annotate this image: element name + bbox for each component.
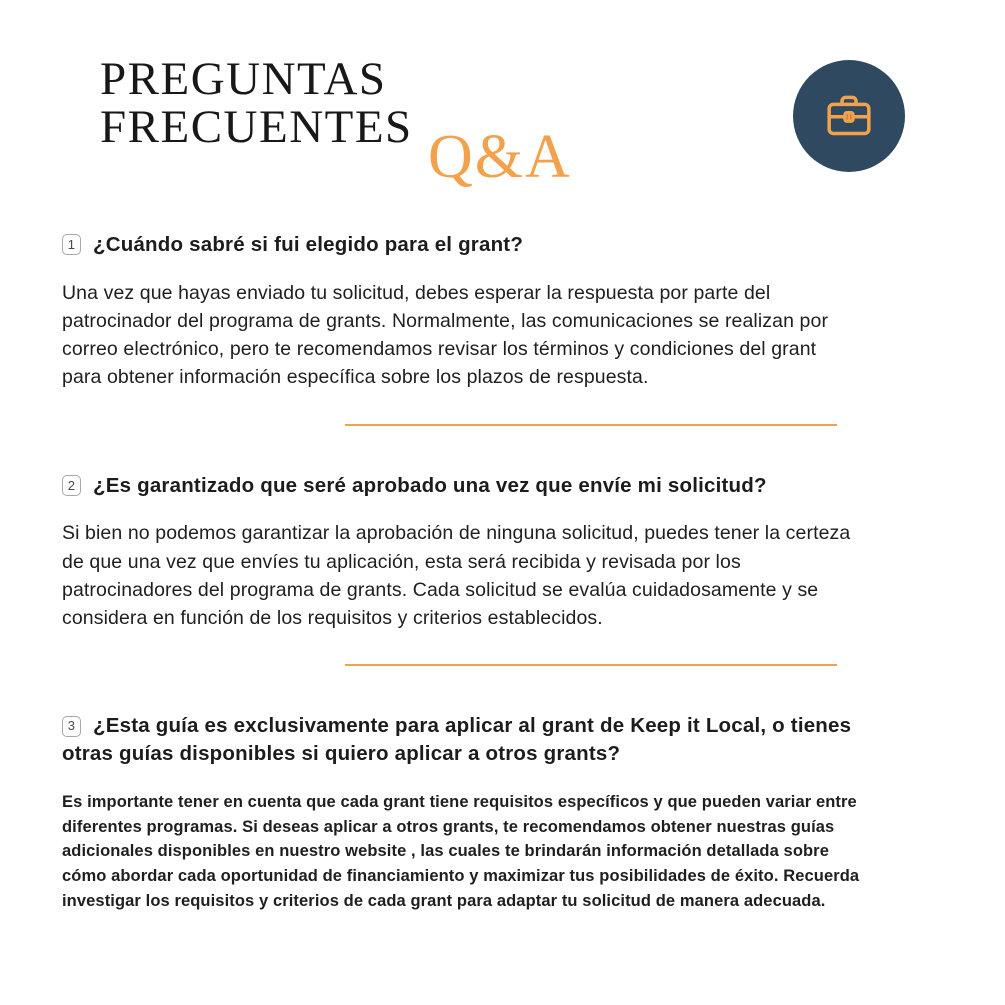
- faq-content: [62, 231, 862, 914]
- briefcase-icon: [821, 88, 877, 144]
- section-divider-2: [345, 664, 837, 666]
- qa-label: Q&A: [428, 123, 572, 191]
- question-number-2: 2: [62, 475, 81, 496]
- question-number-3: 3: [62, 716, 81, 737]
- faq-answer-3: Es importante tener en cuenta que cada grant tiene requisitos específicos y que pueden variar entre diferentes programas. Si deseas aplicar a otros grants, te recomendamos obtener nuestras guías adicionales disponibles en nuestro website , las cuales te brindarán información detallada sobre cómo abordar cada oportunidad de financiamiento y maximizar tus posibilidades de éxito. Recuerda investigar los requisitos y criterios de cada grant para adaptar tu solicitud de manera adecuada.: [62, 792, 860, 910]
- faq-answer-2: Si bien no podemos garantizar la aprobación de ninguna solicitud, puedes tener la certeza de que una vez que envíes tu aplicación, esta será recibida y revisada por los patrocinadores del programa de grants. Cada solicitud se evalúa cuidadosamente y se considera en función de los requisitos y criterios establecidos.: [62, 522, 851, 630]
- page-title-line1: PREGUNTAS: [100, 53, 387, 105]
- faq-question-2: [62, 472, 862, 500]
- faq-question-3: [62, 712, 862, 767]
- page-title: [100, 53, 413, 153]
- page-title-line2: FRECUENTES: [100, 100, 413, 153]
- question-text-2: ¿Es garantizado que seré aprobado una vez que envíe mi solicitud?: [93, 473, 767, 497]
- faq-answer-1: Una vez que hayas enviado tu solicitud, debes esperar la respuesta por parte del patrocinador del programa de grants. Normalmente, las comunicaciones se realizan por correo electrónico, pero te recomendamos revisar los términos y condiciones del grant para obtener información específica sobre los plazos de respuesta.: [62, 281, 829, 389]
- faq-question-1: [62, 231, 862, 259]
- question-text-1: ¿Cuándo sabré si fui elegido para el grant?: [93, 233, 524, 256]
- question-number-1: 1: [62, 234, 81, 255]
- briefcase-badge: [793, 60, 905, 172]
- question-text-3: ¿Esta guía es exclusivamente para aplicar al grant de Keep it Local, o tienes otras guías disponibles si quiero aplicar a otros grants?: [62, 714, 852, 766]
- section-divider-1: [345, 424, 837, 426]
